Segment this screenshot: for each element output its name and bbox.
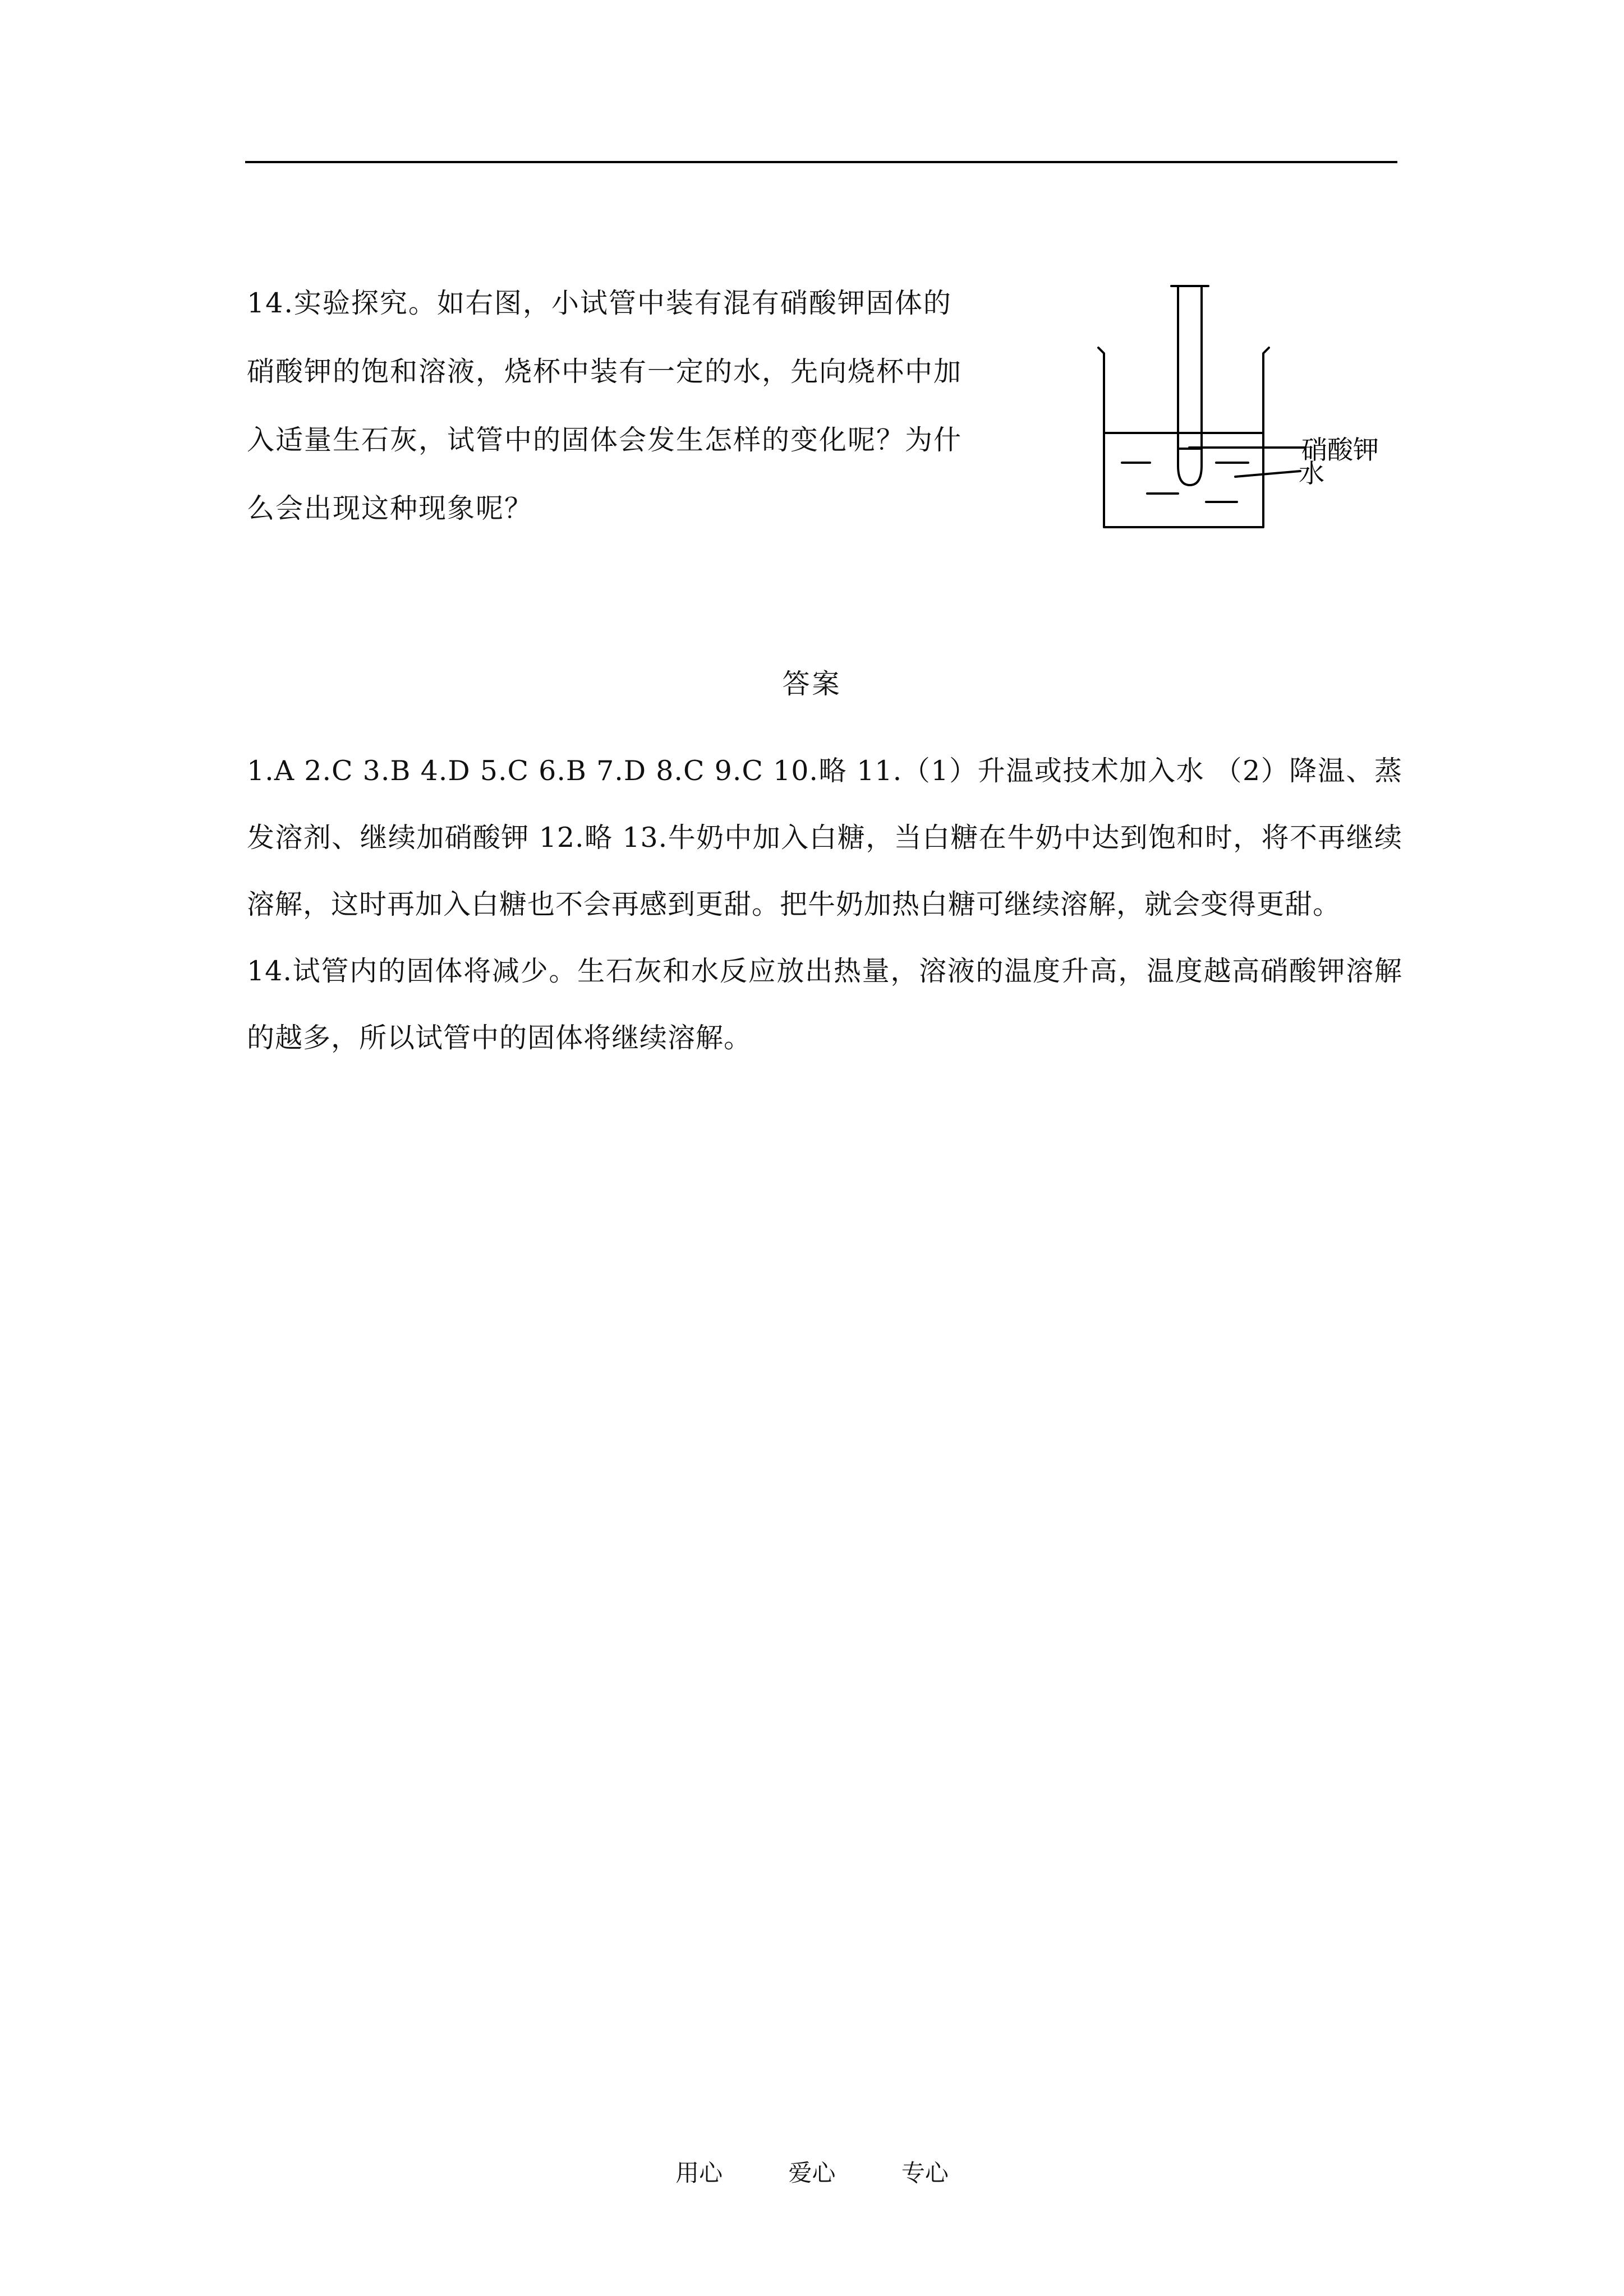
answer-heading: 答案 [782,668,842,700]
leader-line-water [1235,471,1300,477]
label-water: 水 [1299,459,1324,488]
footer-item: 爱心 [788,2159,836,2187]
test-tube-outline [1171,286,1208,485]
answer-paragraph-1: 1.A 2.C 3.B 4.D 5.C 6.B 7.D 8.C 9.C 10.略 11.（1）升温或技术加入水 （2）降温、蒸发溶剂、继续加硝酸钾 12.略 13.牛奶中加入白糖，当白糖在牛奶中达到饱和时，将不再继续溶解，这时再加入白糖也不会再感到更甜。把牛奶加热白糖可继续溶解，就会变得更甜。 [247,755,1402,920]
footer-item: 专心 [901,2159,949,2187]
answer-paragraph-2: 14.试管内的固体将减少。生石灰和水反应放出热量，溶液的温度升高，温度越高硝酸钾溶解的越多，所以试管中的固体将继续溶解。 [247,955,1402,1054]
question-14 [247,269,976,543]
header-rule [245,161,1397,163]
question-text: 14.实验探究。如右图，小试管中装有混有硝酸钾固体的硝酸钾的饱和溶液，烧杯中装有一定的水，先向烧杯中加入适量生石灰，试管中的固体会发生怎样的变化呢？为什么会出现这种现象呢？ [247,287,963,524]
beaker-test-tube-diagram [1088,280,1402,538]
footer-item: 用心 [675,2159,723,2187]
label-kno3: 硝酸钾 [1301,435,1379,464]
beaker-outline [1098,348,1269,527]
page-footer [0,2156,1624,2190]
answer-body [247,737,1402,1071]
